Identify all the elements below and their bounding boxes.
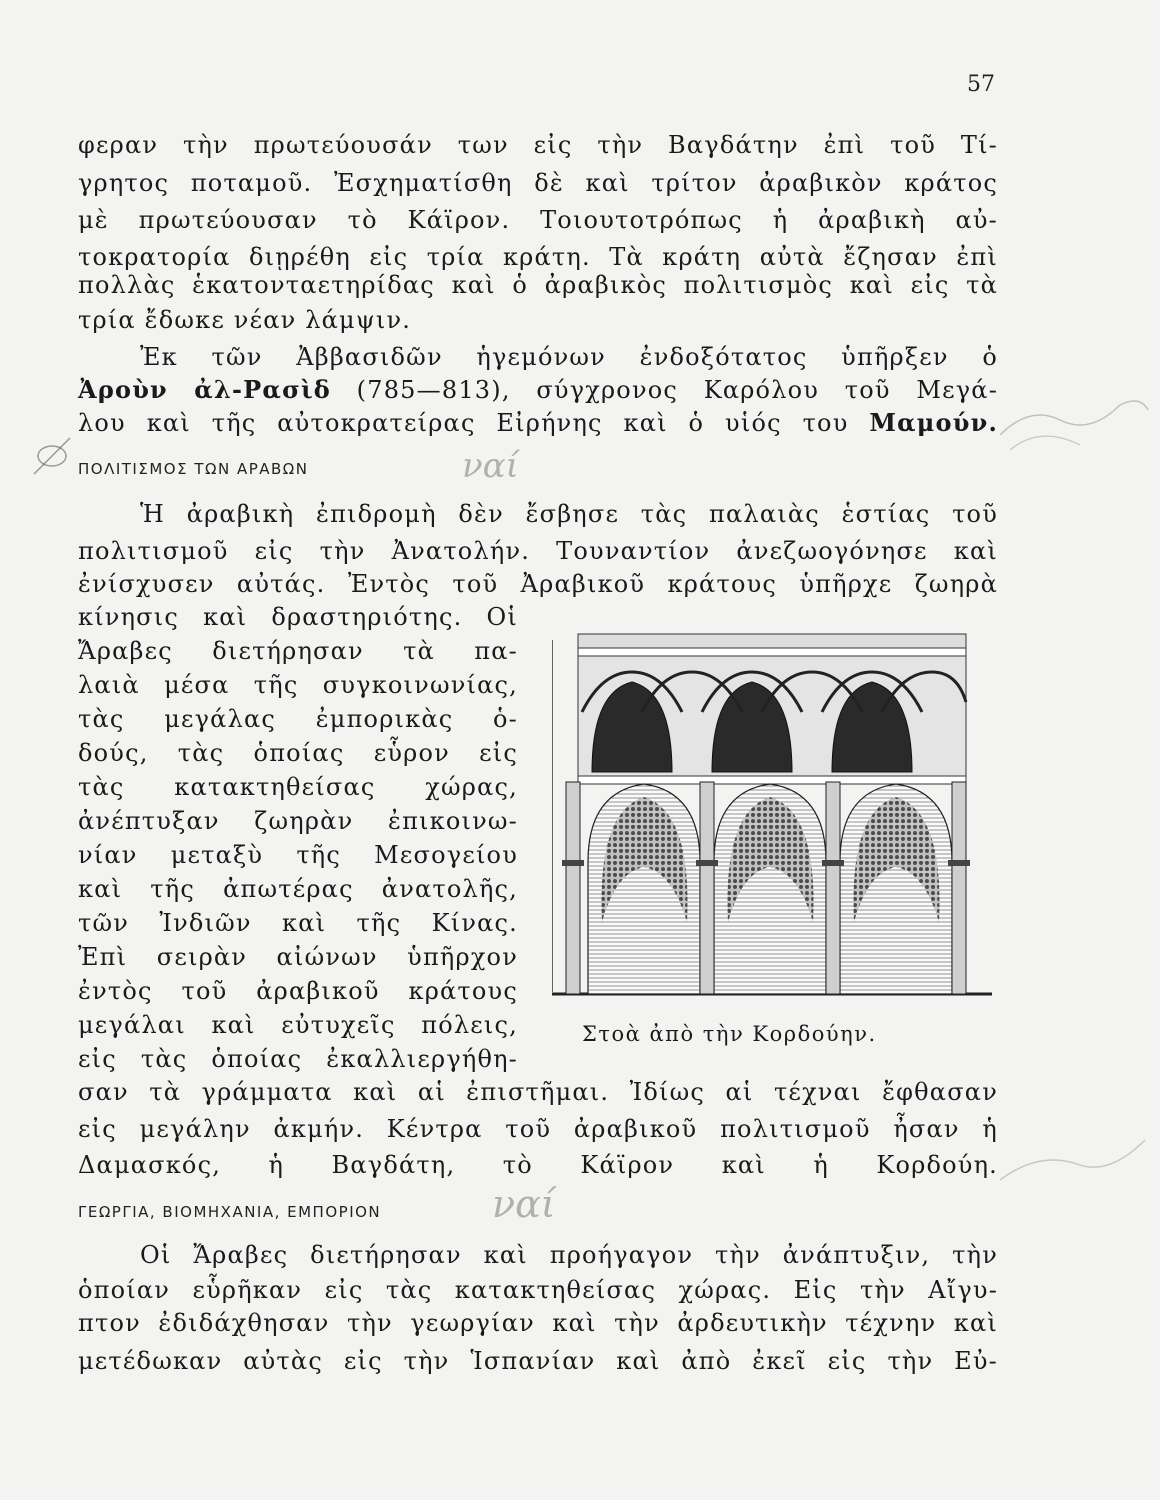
text-line: Ἐπὶ σειρὰν αἰώνων ὑπῆρχον xyxy=(78,943,518,971)
text-line: εἰς τὰς ὁποίας ἐκαλλιεργήθη- xyxy=(78,1045,518,1073)
text-line: κίνησις καὶ δραστηριότης. Οἱ xyxy=(78,603,518,631)
text-fragment: λου καὶ τῆς αὐτοκρατείρας Εἰρήνης καὶ ὁ υἱός του xyxy=(78,409,870,437)
text-line: εἰς μεγάλην ἀκμήν. Κέντρα τοῦ ἀραβικοῦ πολιτισμοῦ ἦσαν ἡ xyxy=(78,1115,998,1143)
pencil-circle-mark xyxy=(24,432,84,482)
text-line: λαιὰ μέσα τῆς συγκοινωνίας, xyxy=(78,671,518,699)
text-line: ἀνέπτυξαν ζωηρὰν ἐπικοινω- xyxy=(78,807,518,835)
text-line: πολλὰς ἑκατονταετηρίδας καὶ ὁ ἀραβικὸς πολιτισμὸς καὶ εἰς τὰ xyxy=(78,271,998,299)
text-line: τοκρατορία διῃρέθη εἰς τρία κράτη. Τὰ κράτη αὐτὰ ἔζησαν ἐπὶ xyxy=(78,243,998,271)
text-line: τρία ἔδωκε νέαν λάμψιν. xyxy=(78,306,412,334)
text-line: τὰς κατακτηθείσας χώρας, xyxy=(78,773,518,801)
pencil-scribble xyxy=(1000,1130,1150,1200)
text-line: νίαν μεταξὺ τῆς Μεσογείου xyxy=(78,841,518,869)
text-line: Οἱ Ἄραβες διετήρησαν καὶ προήγαγον τὴν ἀνάπτυξιν, τὴν xyxy=(140,1241,998,1269)
text-line: γρητος ποταμοῦ. Ἐσχηματίσθη δὲ καὶ τρίτον ἀραβικὸν κράτος xyxy=(78,169,998,197)
name-mamun: Μαμούν. xyxy=(869,408,998,437)
text-line: Ἄραβες διετήρησαν τὰ πα- xyxy=(78,637,518,665)
text-line: μὲ πρωτεύουσαν τὸ Κάϊρον. Τοιουτοτρόπως ἡ ἀραβικὴ αὐ- xyxy=(78,206,998,234)
text-line: πολιτισμοῦ εἰς τὴν Ἀνατολήν. Τουναντίον ἀνεζωογόνησε καὶ xyxy=(78,537,998,565)
text-line: καὶ τῆς ἀπωτέρας ἀνατολῆς, xyxy=(78,875,518,903)
text-line: σαν τὰ γράμματα καὶ αἱ ἐπιστῆμαι. Ἰδίως αἱ τέχναι ἔφθασαν xyxy=(78,1078,998,1106)
text-line xyxy=(78,373,998,407)
text-line: Ἡ ἀραβικὴ ἐπιδρομὴ δὲν ἔσβησε τὰς παλαιὰς ἑστίας τοῦ xyxy=(140,500,998,528)
text-line: μεγάλαι καὶ εὐτυχεῖς πόλεις, xyxy=(78,1011,518,1039)
text-line: πτον ἐδιδάχθησαν τὴν γεωργίαν καὶ τὴν ἀρδευτικὴν τέχνην καὶ xyxy=(78,1309,998,1337)
text-fragment: (785—813), σύγχρονος Καρόλου τοῦ Μεγά- xyxy=(331,376,999,404)
text-line: μετέδωκαν αὐτὰς εἰς τὴν Ἱσπανίαν καὶ ἀπὸ ἐκεῖ εἰς τὴν Εὐ- xyxy=(78,1347,998,1375)
cordoba-arcade-illustration xyxy=(552,632,992,1002)
text-line: ἐντὸς τοῦ ἀραβικοῦ κράτους xyxy=(78,977,518,1005)
section-heading: ΠΟΛΙΤΙΣΜΟΣ ΤΩΝ ΑΡΑΒΩΝ xyxy=(78,460,309,478)
text-line: ὁποίαν εὗρῆκαν εἰς τὰς κατακτηθείσας χώρας. Εἰς τὴν Αἴγυ- xyxy=(78,1276,998,1304)
pencil-note: ναί xyxy=(492,1182,556,1226)
pencil-note: ναί xyxy=(462,446,519,486)
text-line: τὰς μεγάλας ἐμπορικὰς ὁ- xyxy=(78,705,518,733)
text-line: ἐνίσχυσεν αὐτάς. Ἐντὸς τοῦ Ἀραβικοῦ κράτους ὑπῆρχε ζωηρὰ xyxy=(78,570,998,598)
text-line: φεραν τὴν πρωτεύουσάν των εἰς τὴν Βαγδάτην ἐπὶ τοῦ Τί- xyxy=(78,131,998,159)
name-harun-al-rashid: Ἀροὺν ἀλ-Ρασὶδ xyxy=(78,375,331,404)
page-number: 57 xyxy=(967,72,995,97)
text-line: Ἐκ τῶν Ἀββασιδῶν ἡγεμόνων ἐνδοξότατος ὑπῆρξεν ὁ xyxy=(140,343,998,371)
text-line: τῶν Ἰνδιῶν καὶ τῆς Κίνας. xyxy=(78,909,518,937)
text-line xyxy=(78,406,998,440)
figure-caption: Στοὰ ἀπὸ τὴν Κορδούην. xyxy=(582,1022,877,1046)
text-line: Δαμασκός, ἡ Βαγδάτη, τὸ Κάϊρον καὶ ἡ Κορδούη. xyxy=(78,1151,998,1179)
arcade-drawing xyxy=(552,632,992,1002)
pencil-scribble xyxy=(1000,395,1150,475)
text-line: δούς, τὰς ὁποίας εὗρον εἰς xyxy=(78,739,518,767)
section-heading: ΓΕΩΡΓΙΑ, ΒΙΟΜΗΧΑΝΙΑ, ΕΜΠΟΡΙΟΝ xyxy=(78,1203,382,1221)
